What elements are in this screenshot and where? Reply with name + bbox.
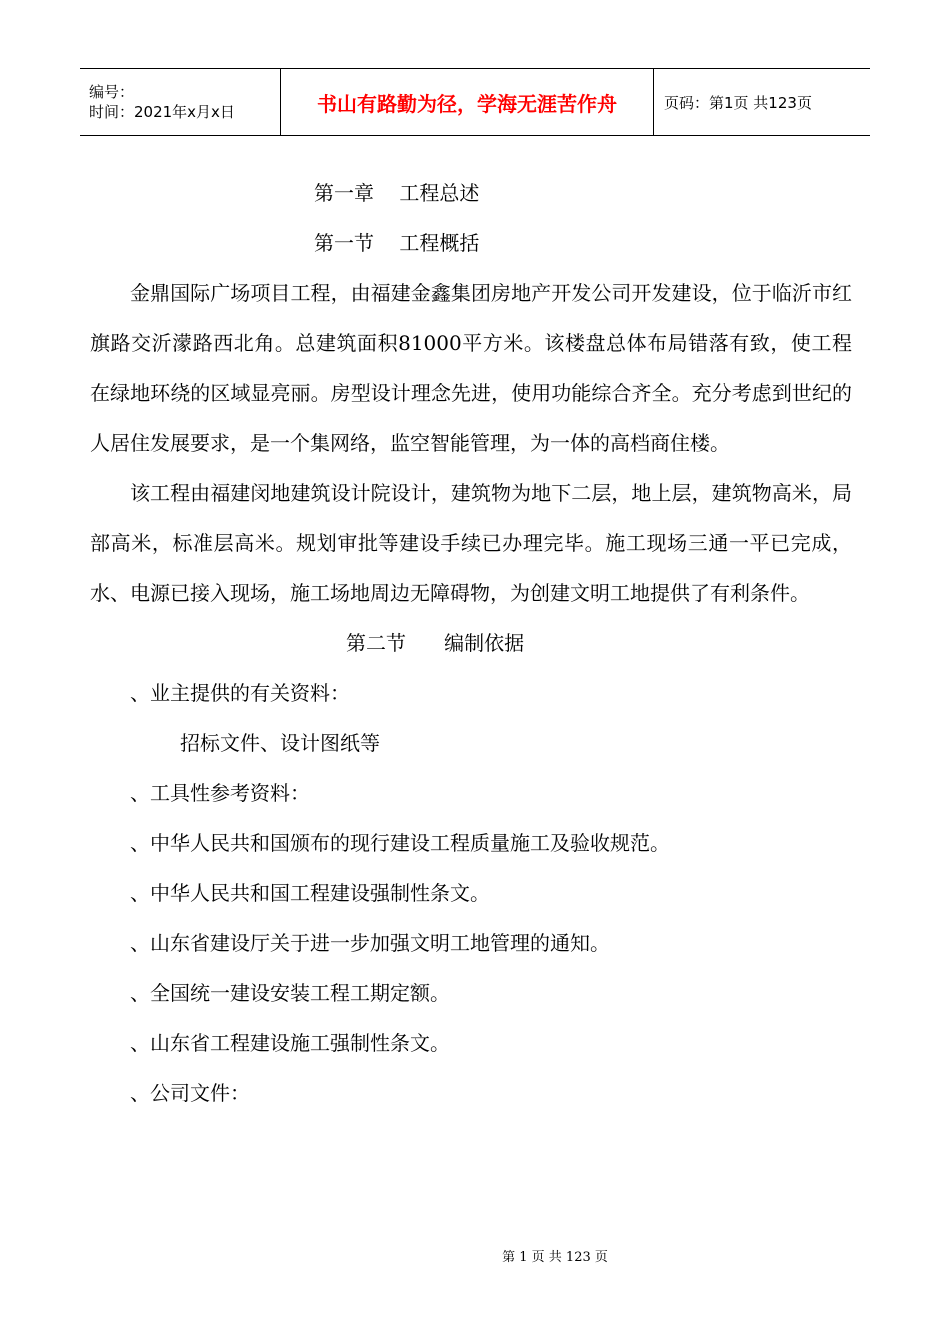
chapter-title: 第一章 工程总述	[314, 181, 480, 205]
header-motto: 书山有路勤为径，学海无涯苦作舟	[281, 69, 654, 135]
list-item: 、全国统一建设安装工程工期定额。	[130, 981, 450, 1005]
header-page-info: 页码：第1页 共123页	[664, 93, 812, 112]
document-body	[90, 168, 852, 1118]
page-footer: 第 1 页 共 123 页	[502, 1250, 608, 1265]
list-item: 、山东省建设厅关于进一步加强文明工地管理的通知。	[130, 931, 610, 955]
list-item: 、中华人民共和国颁布的现行建设工程质量施工及验收规范。	[130, 831, 670, 855]
section-title-1: 第一节 工程概括	[314, 231, 480, 255]
number-label: 编号：	[89, 83, 135, 101]
time-label: 时间：2021年x月x日	[89, 103, 235, 121]
list-item: 、公司文件：	[130, 1081, 250, 1105]
page-header	[80, 68, 870, 136]
list-item: 、业主提供的有关资料：	[130, 681, 350, 705]
paragraph: 该工程由福建闵地建筑设计院设计，建筑物为地下二层，地上层，建筑物高米，局部高米，标准层高米。规划审批等建设手续已办理完毕。施工现场三通一平已完成，水、电源已接入现场，施工场地周边无障碍物，为创建文明工地提供了有利条件。	[90, 481, 852, 605]
section-title-2: 第二节 编制依据	[346, 631, 525, 655]
paragraph: 金鼎国际广场项目工程，由福建金鑫集团房地产开发公司开发建设，位于临沂市红旗路交沂濛路西北角。总建筑面积81000平方米。该楼盘总体布局错落有致，使工程在绿地环绕的区域显亮丽。房型设计理念先进，使用功能综合齐全。充分考虑到世纪的人居住发展要求，是一个集网络，监空智能管理，为一体的高档商住楼。	[90, 281, 852, 455]
list-item: 、工具性参考资料：	[130, 781, 310, 805]
header-meta-cell	[80, 69, 281, 135]
list-item: 、中华人民共和国工程建设强制性条文。	[130, 881, 490, 905]
list-sub-item: 招标文件、设计图纸等	[180, 731, 380, 755]
list-item: 、山东省工程建设施工强制性条文。	[130, 1031, 450, 1055]
